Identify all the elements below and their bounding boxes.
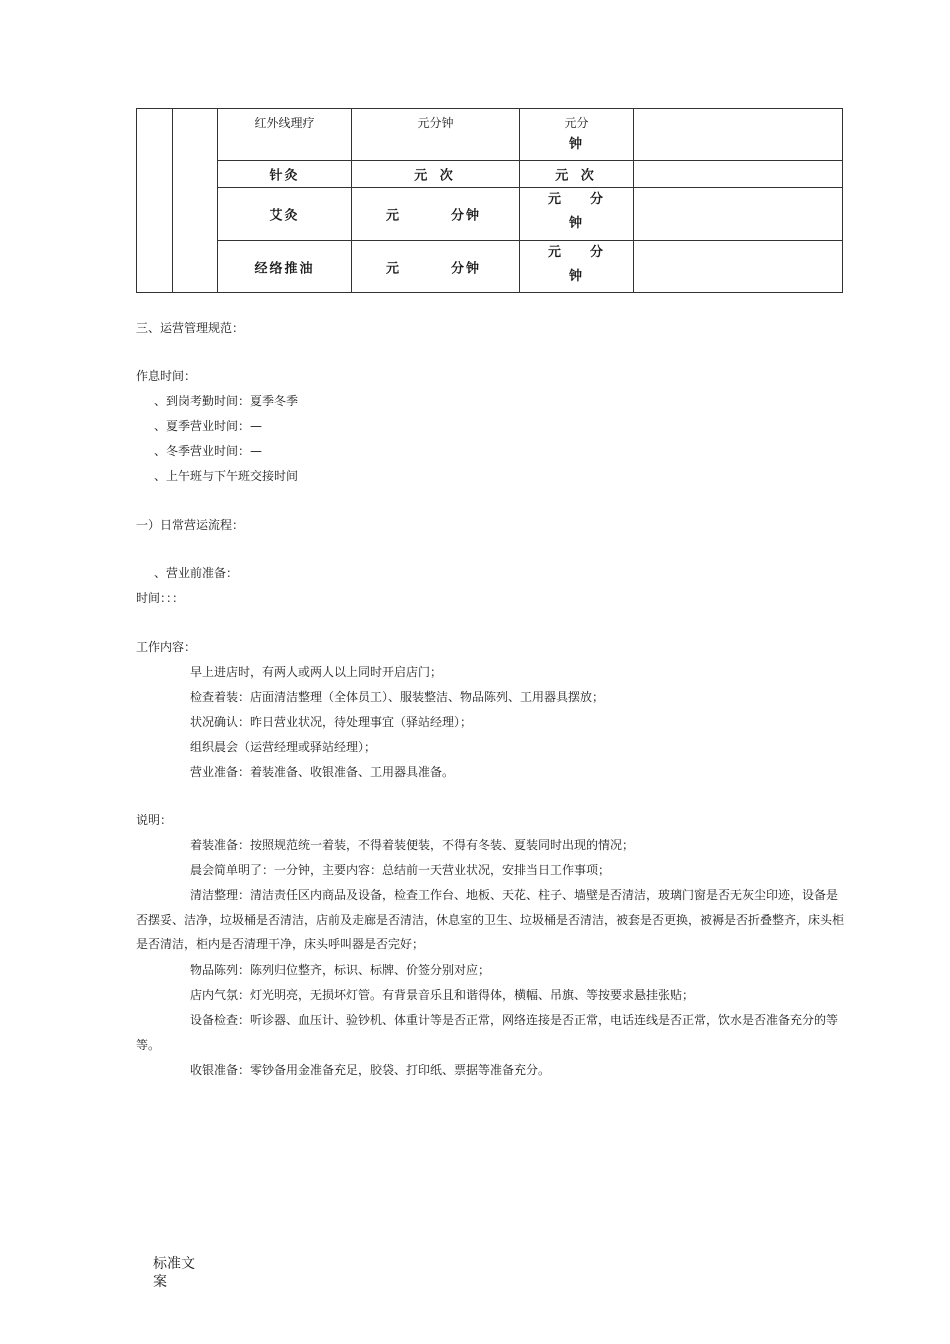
- time-line: 时间：：：: [136, 591, 185, 605]
- table-row: [137, 109, 843, 161]
- service-name: 艾灸: [269, 208, 300, 224]
- schedule-item: 、冬季营业时间：—: [154, 444, 263, 458]
- price-unit: 分: [589, 245, 605, 260]
- price-unit-2: 钟: [568, 269, 584, 284]
- note-item: 收银准备：零钞备用金准备充足，胶袋、打印纸、票据等准备充分。: [190, 1063, 551, 1077]
- work-heading: 工作内容：: [136, 640, 197, 654]
- merged-cell-2: [173, 109, 218, 293]
- section-heading: 三、运营管理规范：: [136, 321, 245, 335]
- work-item: 状况确认：昨日营业状况，待处理事宜（驿站经理）；: [190, 715, 473, 729]
- price-text-2: 元 次: [555, 168, 598, 184]
- prep-title: 、营业前准备：: [154, 566, 239, 580]
- merged-cell-1: [137, 109, 173, 293]
- table-row: [137, 188, 843, 241]
- note-item: 物品陈列：陈列归位整齐，标识、标牌、价签分别对应；: [190, 963, 491, 977]
- price-cell-2: [520, 109, 634, 161]
- service-name-cell: [218, 188, 352, 241]
- price-amount: 元: [548, 192, 564, 207]
- price-unit: 钟: [568, 137, 584, 152]
- service-name: 红外线理疗: [254, 116, 315, 130]
- price-cell-2: [520, 188, 634, 241]
- schedule-item: 、夏季营业时间：—: [154, 419, 263, 433]
- note-item: 店内气氛：灯光明亮，无损坏灯管。有背景音乐且和谐得体，横幅、吊旗、等按要求悬挂张贴；: [190, 988, 695, 1002]
- price-unit: 分: [589, 192, 605, 207]
- empty-cell: [634, 109, 843, 161]
- footer-text: 标准文案: [153, 1256, 195, 1290]
- note-item: 清洁整理：清洁责任区内商品及设备，检查工作台、地板、天花、柱子、墙壁是否清洁，玻璃门窗是否无灰尘印迹，设备是否摆妥、洁净，垃圾桶是否清洁，店前及走廊是否清洁，休息室的卫生、垃圾桶是否清洁，被套是否更换，被褥是否折叠整齐，床头柜是否清洁，柜内是否清理干净，床头呼叫器是否完好；: [136, 888, 845, 951]
- service-name: 针灸: [269, 168, 300, 184]
- note-item: 晨会简单明了：一分钟，主要内容：总结前一天营业状况，安排当日工作事项；: [190, 863, 611, 877]
- service-name-cell: [218, 109, 352, 161]
- price-cell: [352, 188, 520, 241]
- empty-cell: [634, 241, 843, 293]
- price-table: [136, 108, 843, 293]
- work-item: 组织晨会（运营经理或驿站经理）；: [190, 740, 377, 754]
- table-row: [137, 161, 843, 188]
- note-item: 设备检查：听诊器、血压计、验钞机、体重计等是否正常，网络连接是否正常，电话连线是否正常，饮水是否准备充分的等等。: [136, 1013, 839, 1052]
- notes-heading: 说明：: [136, 813, 173, 827]
- price-amount: 元: [548, 245, 564, 260]
- price-text: 元分钟: [417, 116, 454, 130]
- price-unit-2: 钟: [568, 216, 584, 231]
- price-text: 元 次: [414, 168, 457, 184]
- price-cell: [352, 241, 520, 293]
- schedule-heading: 作息时间：: [136, 369, 197, 383]
- price-unit: 分钟: [450, 261, 481, 276]
- price-cell: [352, 109, 520, 161]
- empty-cell: [634, 161, 843, 188]
- table-row: [137, 241, 843, 293]
- service-name: 经络推油: [254, 261, 315, 276]
- work-item: 营业准备：着装准备、收银准备、工用器具准备。: [190, 765, 455, 779]
- price-text-2: 元分: [564, 116, 589, 130]
- price-amount: 元: [386, 208, 402, 224]
- work-item: 检查着装：店面清洁整理（全体员工）、服装整洁、物品陈列、工用器具摆放；: [190, 690, 605, 704]
- price-unit: 分钟: [450, 208, 481, 224]
- schedule-item: 、上午班与下午班交接时间: [154, 469, 299, 483]
- schedule-item: 、到岗考勤时间：夏季冬季: [154, 394, 299, 408]
- price-cell: [352, 161, 520, 188]
- daily-heading: 一）日常营运流程：: [136, 518, 245, 532]
- price-amount: 元: [386, 261, 402, 276]
- service-name-cell: [218, 241, 352, 293]
- price-cell-2: [520, 161, 634, 188]
- empty-cell: [634, 188, 843, 241]
- note-item: 着装准备：按照规范统一着装，不得着装便装，不得有冬装、夏装同时出现的情况；: [190, 838, 635, 852]
- service-name-cell: [218, 161, 352, 188]
- work-item: 早上进店时，有两人或两人以上同时开启店门；: [190, 665, 443, 679]
- price-cell-2: [520, 241, 634, 293]
